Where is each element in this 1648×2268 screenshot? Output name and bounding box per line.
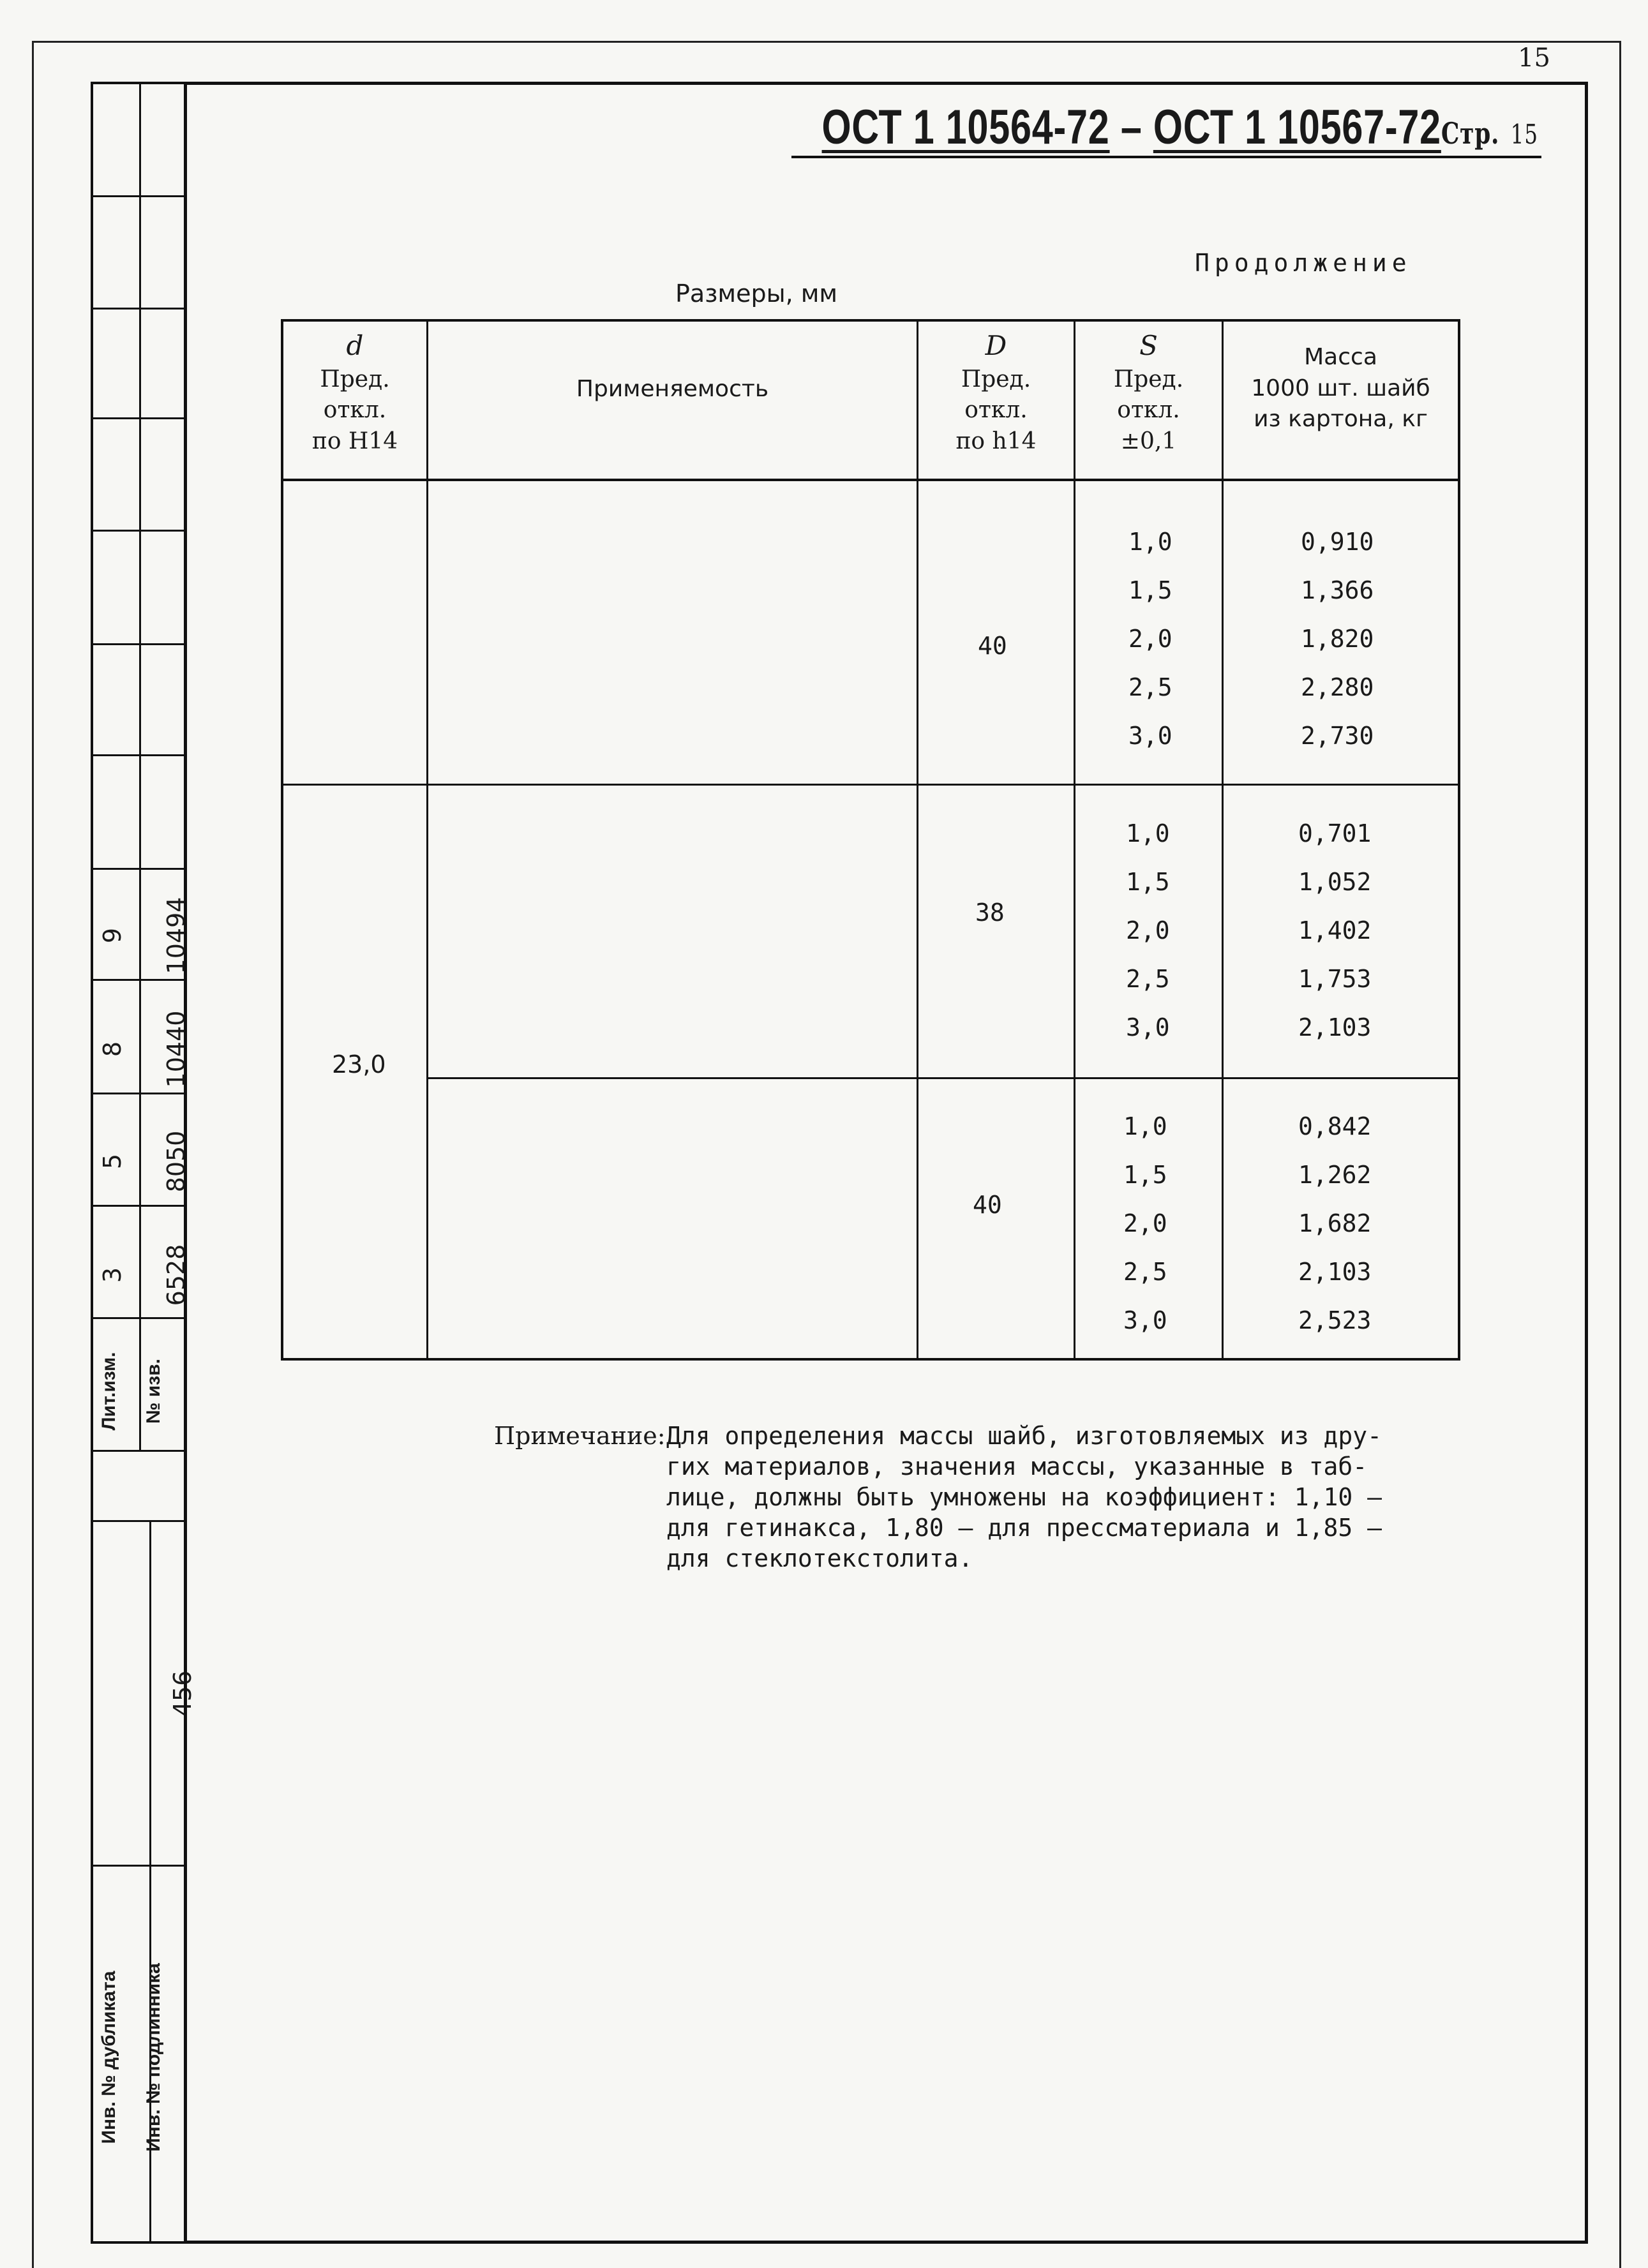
mass-value: 2,280 <box>1301 673 1374 701</box>
stamp-change-num: 10494 <box>162 897 190 974</box>
mass-value: 2,523 <box>1298 1306 1372 1334</box>
mass-value: 1,753 <box>1298 965 1372 993</box>
table-border <box>281 319 1460 322</box>
stamp-rule <box>93 195 184 197</box>
stamp-rule <box>93 1865 184 1867</box>
header-mass-line1: Масса <box>1304 344 1377 370</box>
mass-value: 2,103 <box>1298 1013 1372 1041</box>
table-header-line <box>281 479 1460 481</box>
stamp-duplicate-number: 456 <box>169 1670 197 1717</box>
stamp-num-label: № изв. <box>143 1359 164 1424</box>
dimensions-label: Размеры, мм <box>675 280 838 308</box>
mass-value: 0,842 <box>1298 1112 1372 1140</box>
stamp-rule <box>93 308 184 310</box>
stamp-rule <box>93 643 184 645</box>
document-title <box>822 100 1538 155</box>
note-label: Примечание: <box>494 1422 666 1450</box>
s-value: 1,0 <box>1126 819 1170 847</box>
note-line: гих материалов, значения массы, указанные в таб- <box>666 1452 1368 1481</box>
stamp-change-lit: 5 <box>98 1153 126 1170</box>
mass-value: 1,402 <box>1298 916 1372 944</box>
s-value: 3,0 <box>1123 1306 1167 1334</box>
s-value: 1,5 <box>1123 1161 1167 1189</box>
standard-code-2: ОСТ 1 10567-72 <box>1153 100 1441 154</box>
table-column-line <box>426 319 428 1361</box>
stamp-change-lit: 3 <box>98 1267 126 1283</box>
header-S-line1: Пред. <box>1113 366 1184 392</box>
stamp-divider <box>139 84 141 1450</box>
s-value: 2,5 <box>1123 1258 1167 1286</box>
d-value: 23,0 <box>332 1050 386 1078</box>
table-border <box>1458 319 1460 1361</box>
group-D-value: 40 <box>978 632 1007 660</box>
s-value: 3,0 <box>1128 722 1172 750</box>
table-row-line <box>426 1077 1460 1079</box>
header-D-line1: Пред. <box>961 366 1031 392</box>
s-value: 1,5 <box>1128 576 1172 604</box>
mass-value: 0,701 <box>1298 819 1372 847</box>
stamp-change-num: 6528 <box>162 1244 190 1306</box>
header-S-line2: откл. <box>1117 397 1180 424</box>
note-line: для гетинакса, 1,80 – для прессматериала и 1,85 – <box>666 1514 1382 1542</box>
page-ref-label: Стр. <box>1441 116 1500 151</box>
stamp-rule <box>93 530 184 532</box>
header-d-line2: откл. <box>323 397 387 424</box>
s-value: 1,0 <box>1128 528 1172 556</box>
header-S-symbol: S <box>1139 330 1158 361</box>
table-border <box>281 1358 1460 1361</box>
mass-value: 0,910 <box>1301 528 1374 556</box>
header-S-line3: ±0,1 <box>1120 428 1177 454</box>
header-d-line1: Пред. <box>320 366 390 392</box>
table-border <box>281 319 283 1361</box>
table-column-line <box>917 319 918 1361</box>
header-d-line3: по H14 <box>311 428 398 454</box>
s-value: 1,0 <box>1123 1112 1167 1140</box>
group-D-value: 40 <box>973 1191 1002 1219</box>
table-row-line <box>281 784 1460 786</box>
stamp-rule <box>93 1520 184 1522</box>
stamp-change-lit: 8 <box>98 1041 126 1057</box>
stamp-rule <box>93 417 184 419</box>
revision-stamp <box>91 82 197 2244</box>
s-value: 1,5 <box>1126 868 1170 896</box>
washer-table <box>281 319 1460 1361</box>
note-line: лице, должны быть умножены на коэффициент: 1,10 – <box>666 1483 1382 1511</box>
s-value: 3,0 <box>1126 1013 1170 1041</box>
header-mass-line2: 1000 шт. шайб <box>1251 375 1430 401</box>
stamp-rule <box>93 868 184 870</box>
standard-code-1: ОСТ 1 10564-72 <box>821 100 1110 154</box>
header-D <box>918 328 1074 457</box>
stamp-rule <box>93 754 184 756</box>
stamp-rule <box>93 1450 184 1452</box>
mass-value: 1,820 <box>1301 625 1374 653</box>
mass-value: 2,730 <box>1301 722 1374 750</box>
stamp-change-num: 8050 <box>162 1130 190 1193</box>
header-mass <box>1224 342 1458 435</box>
header-D-line3: по h14 <box>955 428 1037 454</box>
s-value: 2,0 <box>1128 625 1172 653</box>
page-ref-number: 15 <box>1510 119 1538 150</box>
header-applicability: Применяемость <box>576 376 769 402</box>
header-S <box>1075 328 1222 457</box>
continuation-label: Продолжение <box>1195 249 1412 277</box>
stamp-change-num: 10440 <box>162 1010 190 1088</box>
title-underline <box>791 156 1541 158</box>
note-line: для стеклотекстолита. <box>666 1544 973 1572</box>
group-D-value: 38 <box>975 899 1005 927</box>
header-D-line2: откл. <box>964 397 1028 424</box>
header-d <box>283 328 426 457</box>
table-column-line <box>1074 319 1075 1361</box>
stamp-change-lit: 9 <box>98 927 126 944</box>
mass-value: 1,262 <box>1298 1161 1372 1189</box>
s-value: 2,0 <box>1126 916 1170 944</box>
header-D-symbol: D <box>985 330 1007 361</box>
stamp-orig-label: Инв. № подлинника <box>143 1963 164 2152</box>
note-line: Для определения массы шайб, изготовляемых из дру- <box>666 1422 1382 1450</box>
title-dash: – <box>1120 100 1142 154</box>
header-mass-line3: из картона, кг <box>1254 406 1428 433</box>
s-value: 2,0 <box>1123 1209 1167 1237</box>
mass-value: 1,052 <box>1298 868 1372 896</box>
s-value: 2,5 <box>1126 965 1170 993</box>
mass-value: 1,682 <box>1298 1209 1372 1237</box>
table-column-line <box>1222 319 1224 1361</box>
stamp-dup-label: Инв. № дубликата <box>98 1971 119 2144</box>
stamp-lit-label: Лит.изм. <box>98 1352 119 1431</box>
mass-value: 2,103 <box>1298 1258 1372 1286</box>
page-number: 15 <box>1518 43 1550 73</box>
header-d-symbol: d <box>346 330 364 361</box>
s-value: 2,5 <box>1128 673 1172 701</box>
mass-value: 1,366 <box>1301 576 1374 604</box>
